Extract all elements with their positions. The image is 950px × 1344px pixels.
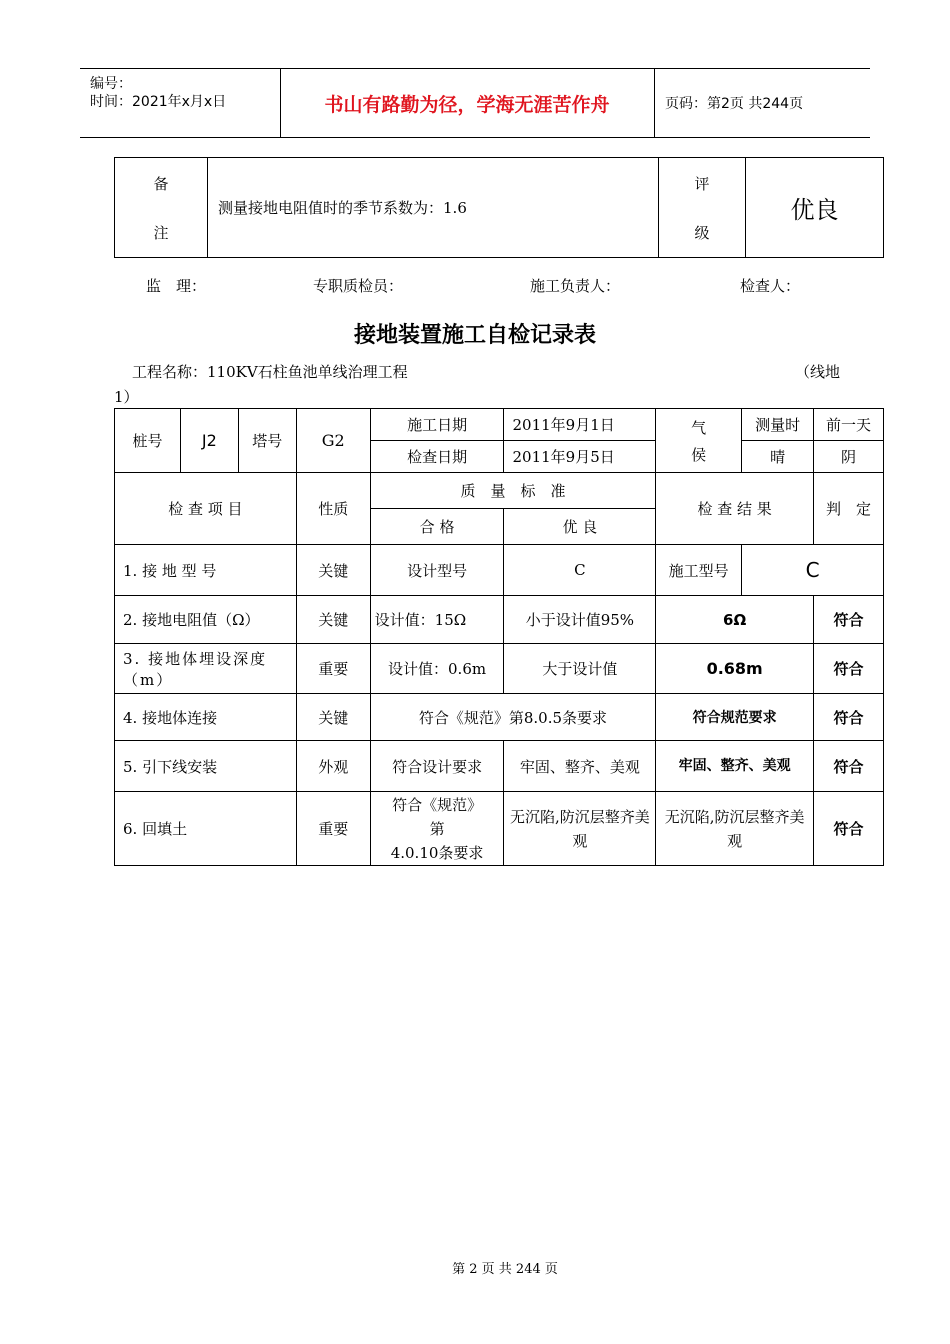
row-nature: 重要 <box>296 644 370 694</box>
check-date-label: 检查日期 <box>370 441 504 473</box>
row-result: 牢固、整齐、美观 <box>656 741 814 792</box>
table-row <box>115 644 884 694</box>
row-item: 3. 接地体埋设深度（m） <box>115 644 297 694</box>
row-item: 6. 回填土 <box>115 792 297 866</box>
tower-value: G2 <box>296 409 370 473</box>
grade-label: 评 级 <box>659 158 746 258</box>
row-result: 符合规范要求 <box>656 694 814 741</box>
build-date-value: 2011年9月1日 <box>504 409 656 441</box>
row-judge: 符合 <box>814 741 884 792</box>
weather-label: 气 侯 <box>656 409 742 473</box>
col-standard-header: 质 量 标 准 <box>370 473 656 509</box>
col-qualified-header: 合 格 <box>370 509 504 545</box>
inspection-table <box>114 408 884 866</box>
row-result: 6Ω <box>656 596 814 644</box>
row-result: 施工型号 <box>656 545 742 596</box>
doc-time-label: 时间：2021年x月x日 <box>90 94 227 110</box>
page-footer: 第 2 页 共 244 页 <box>452 1262 558 1277</box>
row-qualified: 符合设计要求 <box>370 741 504 792</box>
row-qualified: 符合《规范》 第 4.0.10条要求 <box>370 792 504 866</box>
pile-value: J2 <box>180 409 238 473</box>
row-nature: 关键 <box>296 596 370 644</box>
row-excellent: 无沉陷,防沉层整齐美观 <box>504 792 656 866</box>
row-judge: C <box>742 545 884 596</box>
form-title: 接地装置施工自检记录表 <box>353 323 596 348</box>
remark-table <box>114 157 884 258</box>
qc-sign: 专职质检员： <box>313 277 404 295</box>
col-result-header: 检 查 结 果 <box>656 473 814 545</box>
header-page-number: 页码：第2页 共244页 <box>665 96 804 112</box>
row-qualified: 设计值：0.6m <box>370 644 504 694</box>
row-excellent: 牢固、整齐、美观 <box>504 741 656 792</box>
row-judge: 符合 <box>814 644 884 694</box>
construction-lead-sign: 施工负责人： <box>530 277 621 295</box>
row-judge: 符合 <box>814 596 884 644</box>
row-judge: 符合 <box>814 792 884 866</box>
row-excellent: 小于设计值95% <box>504 596 656 644</box>
row-result: 0.68m <box>656 644 814 694</box>
project-code-a: （线地 <box>795 363 841 381</box>
col-item-header: 检 查 项 目 <box>115 473 297 545</box>
page-header <box>80 68 870 138</box>
row-nature: 关键 <box>296 545 370 596</box>
measure-weather: 晴 <box>742 441 814 473</box>
pile-label: 桩号 <box>115 409 181 473</box>
table-row <box>115 741 884 792</box>
project-name: 工程名称：110KV石柱鱼池单线治理工程 <box>132 363 408 381</box>
table-row <box>115 545 884 596</box>
table-row <box>115 596 884 644</box>
row-qualified: 设计值：15Ω <box>370 596 504 644</box>
header-slogan: 书山有路勤为径，学海无涯苦作舟 <box>280 69 655 137</box>
row-excellent: C <box>504 545 656 596</box>
row-nature: 重要 <box>296 792 370 866</box>
header-meta <box>80 69 281 137</box>
project-code-b: 1） <box>114 388 139 406</box>
row-item: 5. 引下线安装 <box>115 741 297 792</box>
row-item: 2. 接地电阻值（Ω） <box>115 596 297 644</box>
prev-day-weather: 阴 <box>814 441 884 473</box>
row-nature: 外观 <box>296 741 370 792</box>
doc-number-label: 编号： <box>90 76 132 92</box>
table-row <box>115 694 884 741</box>
col-judge-header: 判 定 <box>814 473 884 545</box>
inspector-sign: 检查人： <box>740 277 801 295</box>
row-excellent: 大于设计值 <box>504 644 656 694</box>
build-date-label: 施工日期 <box>370 409 504 441</box>
remark-label: 备 注 <box>115 158 208 258</box>
remark-text: 测量接地电阻值时的季节系数为：1.6 <box>208 158 659 258</box>
row-item: 4. 接地体连接 <box>115 694 297 741</box>
row-nature: 关键 <box>296 694 370 741</box>
measure-time-label: 测量时 <box>742 409 814 441</box>
tower-label: 塔号 <box>238 409 296 473</box>
col-nature-header: 性质 <box>296 473 370 545</box>
table-row <box>115 792 884 866</box>
grade-value: 优良 <box>746 158 884 258</box>
row-standard-merged: 符合《规范》第8.0.5条要求 <box>370 694 656 741</box>
col-excellent-header: 优 良 <box>504 509 656 545</box>
row-result: 无沉陷,防沉层整齐美观 <box>656 792 814 866</box>
row-judge: 符合 <box>814 694 884 741</box>
supervisor-sign: 监 理： <box>146 277 207 295</box>
prev-day-label: 前一天 <box>814 409 884 441</box>
row-qualified: 设计型号 <box>370 545 504 596</box>
row-item: 1. 接 地 型 号 <box>115 545 297 596</box>
check-date-value: 2011年9月5日 <box>504 441 656 473</box>
